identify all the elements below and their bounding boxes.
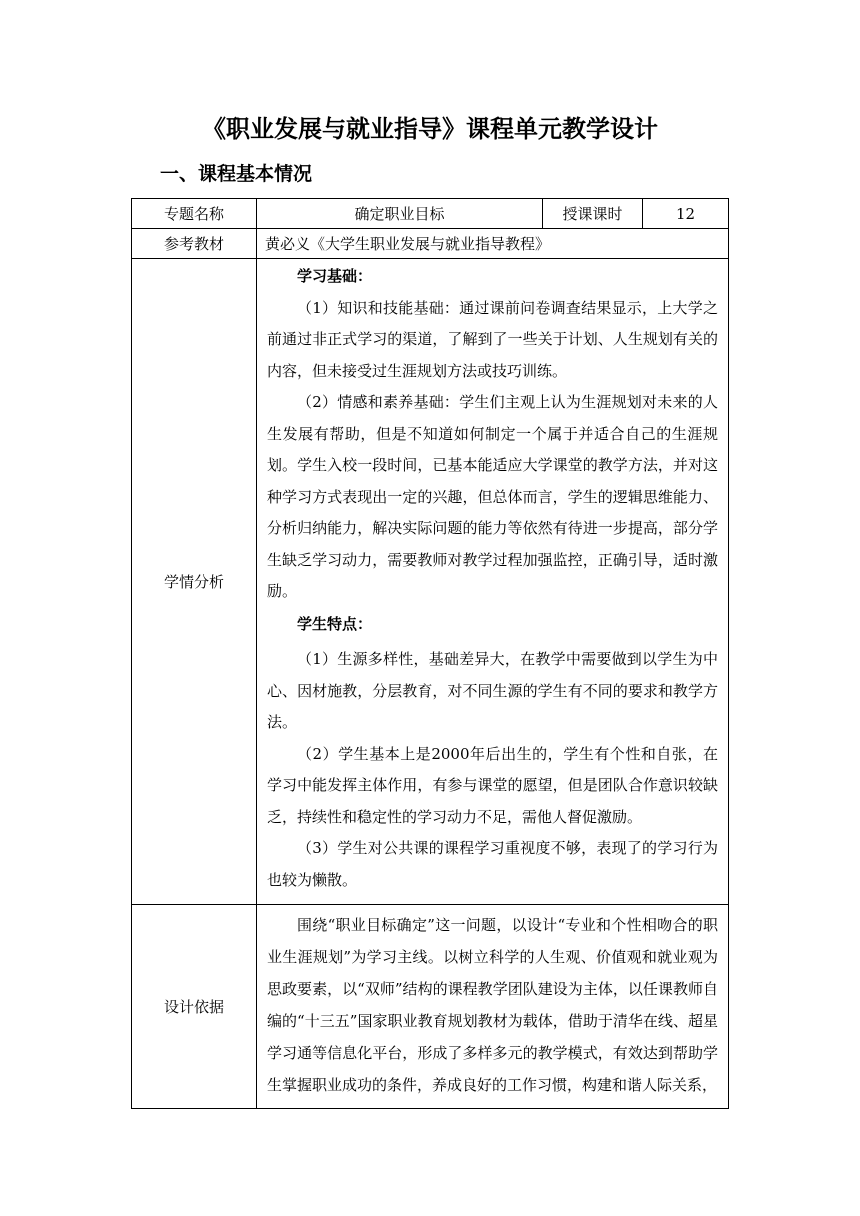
analysis-paragraph: （1）知识和技能基础：通过课前问卷调查结果显示，上大学之前通过非正式学习的渠道，了解到了一些关于计划、人生规划有关的内容，但未接受过生涯规划方法或技巧训练。 [267,298,718,380]
topic-value: 确定职业目标 [257,199,543,229]
analysis-paragraph: （2）学生基本上是2000年后出生的，学生有个性和自张，在学习中能发挥主体作用，有参与课堂的愿望，但是团队合作意识较缺乏，持续性和稳定性的学习动力不足，需他人督促激励。 [267,744,718,826]
section-heading: 一、课程基本情况 [160,163,313,185]
basis-content [257,905,729,1109]
analysis-paragraph: （3）学生对公共课的课程学习重视度不够，表现了的学习行为也较为懒散。 [267,839,718,889]
analysis-label: 学情分析 [132,259,257,905]
analysis-heading-basis: 学习基础： [297,267,373,285]
textbook-value: 黄必义《大学生职业发展与就业指导教程》 [257,229,729,259]
table-row-topic [132,199,729,229]
table-row-analysis [132,259,729,905]
table-row-basis [132,905,729,1109]
hours-label: 授课课时 [543,199,643,229]
analysis-heading-traits: 学生特点： [297,614,373,633]
topic-label: 专题名称 [132,199,257,229]
document-title: 《职业发展与就业指导》课程单元教学设计 [202,115,658,143]
course-info-table [131,198,729,1109]
analysis-content [257,259,729,905]
basis-label: 设计依据 [132,905,257,1109]
basis-paragraph: 围绕“职业目标确定”这一问题，以设计“专业和个性相吻合的职业生涯规划”为学习主线。以树立科学的人生观、价值观和就业观为思政要素，以“双师”结构的课程教学团队建设为主体，以任课教师自编的“十三五”国家职业教育规划教材为载体，借助于清华在线、超星学习通等信息化平台，形成了多样多元的教学模式，有效达到帮助学生掌握职业成功的条件，养成良好的工作习惯，构建和谐人际关系， [267,916,718,1094]
textbook-label: 参考教材 [132,229,257,259]
analysis-paragraph: （1）生源多样性，基础差异大，在教学中需要做到以学生为中心、因材施教，分层教育，对不同生源的学生有不同的要求和教学方法。 [267,650,718,731]
table-row-textbook [132,229,729,259]
analysis-paragraph: （2）情感和素养基础：学生们主观上认为生涯规划对未来的人生发展有帮助，但是不知道如何制定一个属于并适合自己的生涯规划。学生入校一段时间，已基本能适应大学课堂的教学方法，并对这种学习方式表现出一定的兴趣，但总体而言，学生的逻辑思维能力、分析归纳能力，解决实际问题的能力等依然有待进一步提高，部分学生缺乏学习动力，需要教师对教学过程加强监控，正确引导，适时激励。 [267,393,718,600]
hours-value: 12 [643,199,729,229]
